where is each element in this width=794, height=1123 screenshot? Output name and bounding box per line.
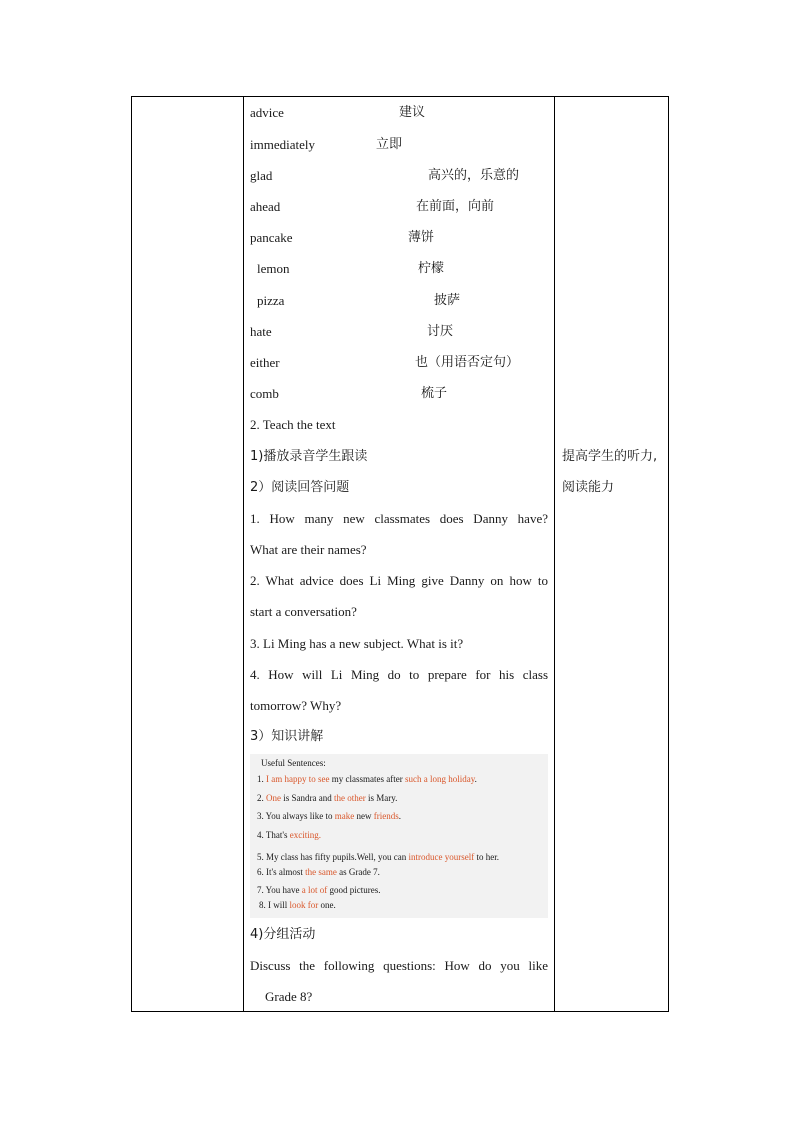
step-heading: 1)播放录音学生跟读 — [250, 449, 368, 464]
sentence: 4. That's exciting. — [257, 830, 321, 840]
vocab-meaning: 在前面，向前 — [416, 199, 495, 214]
question-text: 4. How will Li Ming do to prepare for his class — [250, 667, 548, 682]
question-text: 3. Li Ming has a new subject. What is it? — [250, 636, 464, 651]
column-divider — [243, 97, 244, 1011]
box-title: Useful Sentences: — [261, 758, 326, 768]
vocab-meaning: 建议 — [399, 105, 426, 120]
step-heading: 2）阅读回答问题 — [250, 480, 350, 495]
question-text: 2. What advice does Li Ming give Danny on how to — [250, 573, 548, 588]
vocab-meaning: 披萨 — [434, 293, 461, 308]
vocab-item: lemon — [257, 261, 290, 276]
question-text: What are their names? — [250, 542, 367, 557]
useful-sentences-box — [250, 754, 548, 918]
discussion-text: Discuss the following questions: How do you like — [250, 958, 548, 973]
question-text: start a conversation? — [250, 604, 357, 619]
vocab-meaning: 高兴的，乐意的 — [428, 168, 520, 183]
vocab-meaning: 薄饼 — [408, 230, 435, 245]
step-heading: 4)分组活动 — [250, 927, 316, 942]
step-heading: 3）知识讲解 — [250, 729, 324, 744]
vocab-item: hate — [250, 324, 272, 339]
vocab-item: advice — [250, 105, 284, 120]
vocab-item: comb — [250, 386, 279, 401]
sentence: 3. You always like to make new friends. — [257, 811, 402, 821]
lesson-plan-table: advice 建议 immediately 立即 glad 高兴的，乐意的 ahead 在前面，向前 pancake 薄饼 lemon 柠檬 pizza 披萨 hate 讨厌 either 也（用语否定句） comb 梳子 2. Teach the text 1)播放录音学生跟读 2）阅读回答问题 1. How many new classmates does Danny have? What are their names? 2. What advice does Li Ming give Danny on how to start a conversation? 3. Li Ming has a new subject. What is it? 4. How will Li Ming do to prepare for his class tomorrow? Why? 3）知识讲解 4)分组活动 Discuss the following questions: How do you like Grade 8? Useful Sentences: 1. I am happy to see my classmates after such a long holiday. 2. One is Sandra and the other is Mary. 3. You always like to make new friends. 4. That's exciting. 5. My class has fifty pupils.Well, you can introduce yourself to her. 6. It's almost the same as Grade 7. 7. You have a lot of good pictures. 8. I will look for one. 提高学生的听力, 阅读能力 — [131, 96, 669, 1012]
sentence: 1. I am happy to see my classmates after such a long holiday. — [257, 774, 477, 784]
vocab-item: ahead — [250, 199, 281, 214]
sentence: 6. It's almost the same as Grade 7. — [257, 867, 380, 877]
question-text: tomorrow? Why? — [250, 698, 342, 713]
discussion-text: Grade 8? — [265, 989, 313, 1004]
vocab-meaning: 梳子 — [421, 386, 448, 401]
vocab-meaning: 柠檬 — [418, 261, 445, 276]
vocab-meaning: 讨厌 — [427, 324, 454, 339]
vocab-meaning: 也（用语否定句） — [415, 355, 520, 370]
vocab-item: either — [250, 355, 280, 370]
sentence: 8. I will look for one. — [259, 900, 336, 910]
question-text: 1. How many new classmates does Danny have? — [250, 511, 548, 526]
vocab-meaning: 立即 — [376, 137, 403, 152]
sentence: 2. One is Sandra and the other is Mary. — [257, 793, 398, 803]
section-heading: 2. Teach the text — [250, 417, 336, 432]
vocab-item: pizza — [257, 293, 285, 308]
column-divider — [554, 97, 555, 1011]
sentence: 5. My class has fifty pupils.Well, you can introduce yourself to her. — [257, 852, 499, 862]
vocab-item: pancake — [250, 230, 293, 245]
vocab-item: glad — [250, 168, 273, 183]
vocab-item: immediately — [250, 137, 315, 152]
sentence: 7. You have a lot of good pictures. — [257, 885, 381, 895]
